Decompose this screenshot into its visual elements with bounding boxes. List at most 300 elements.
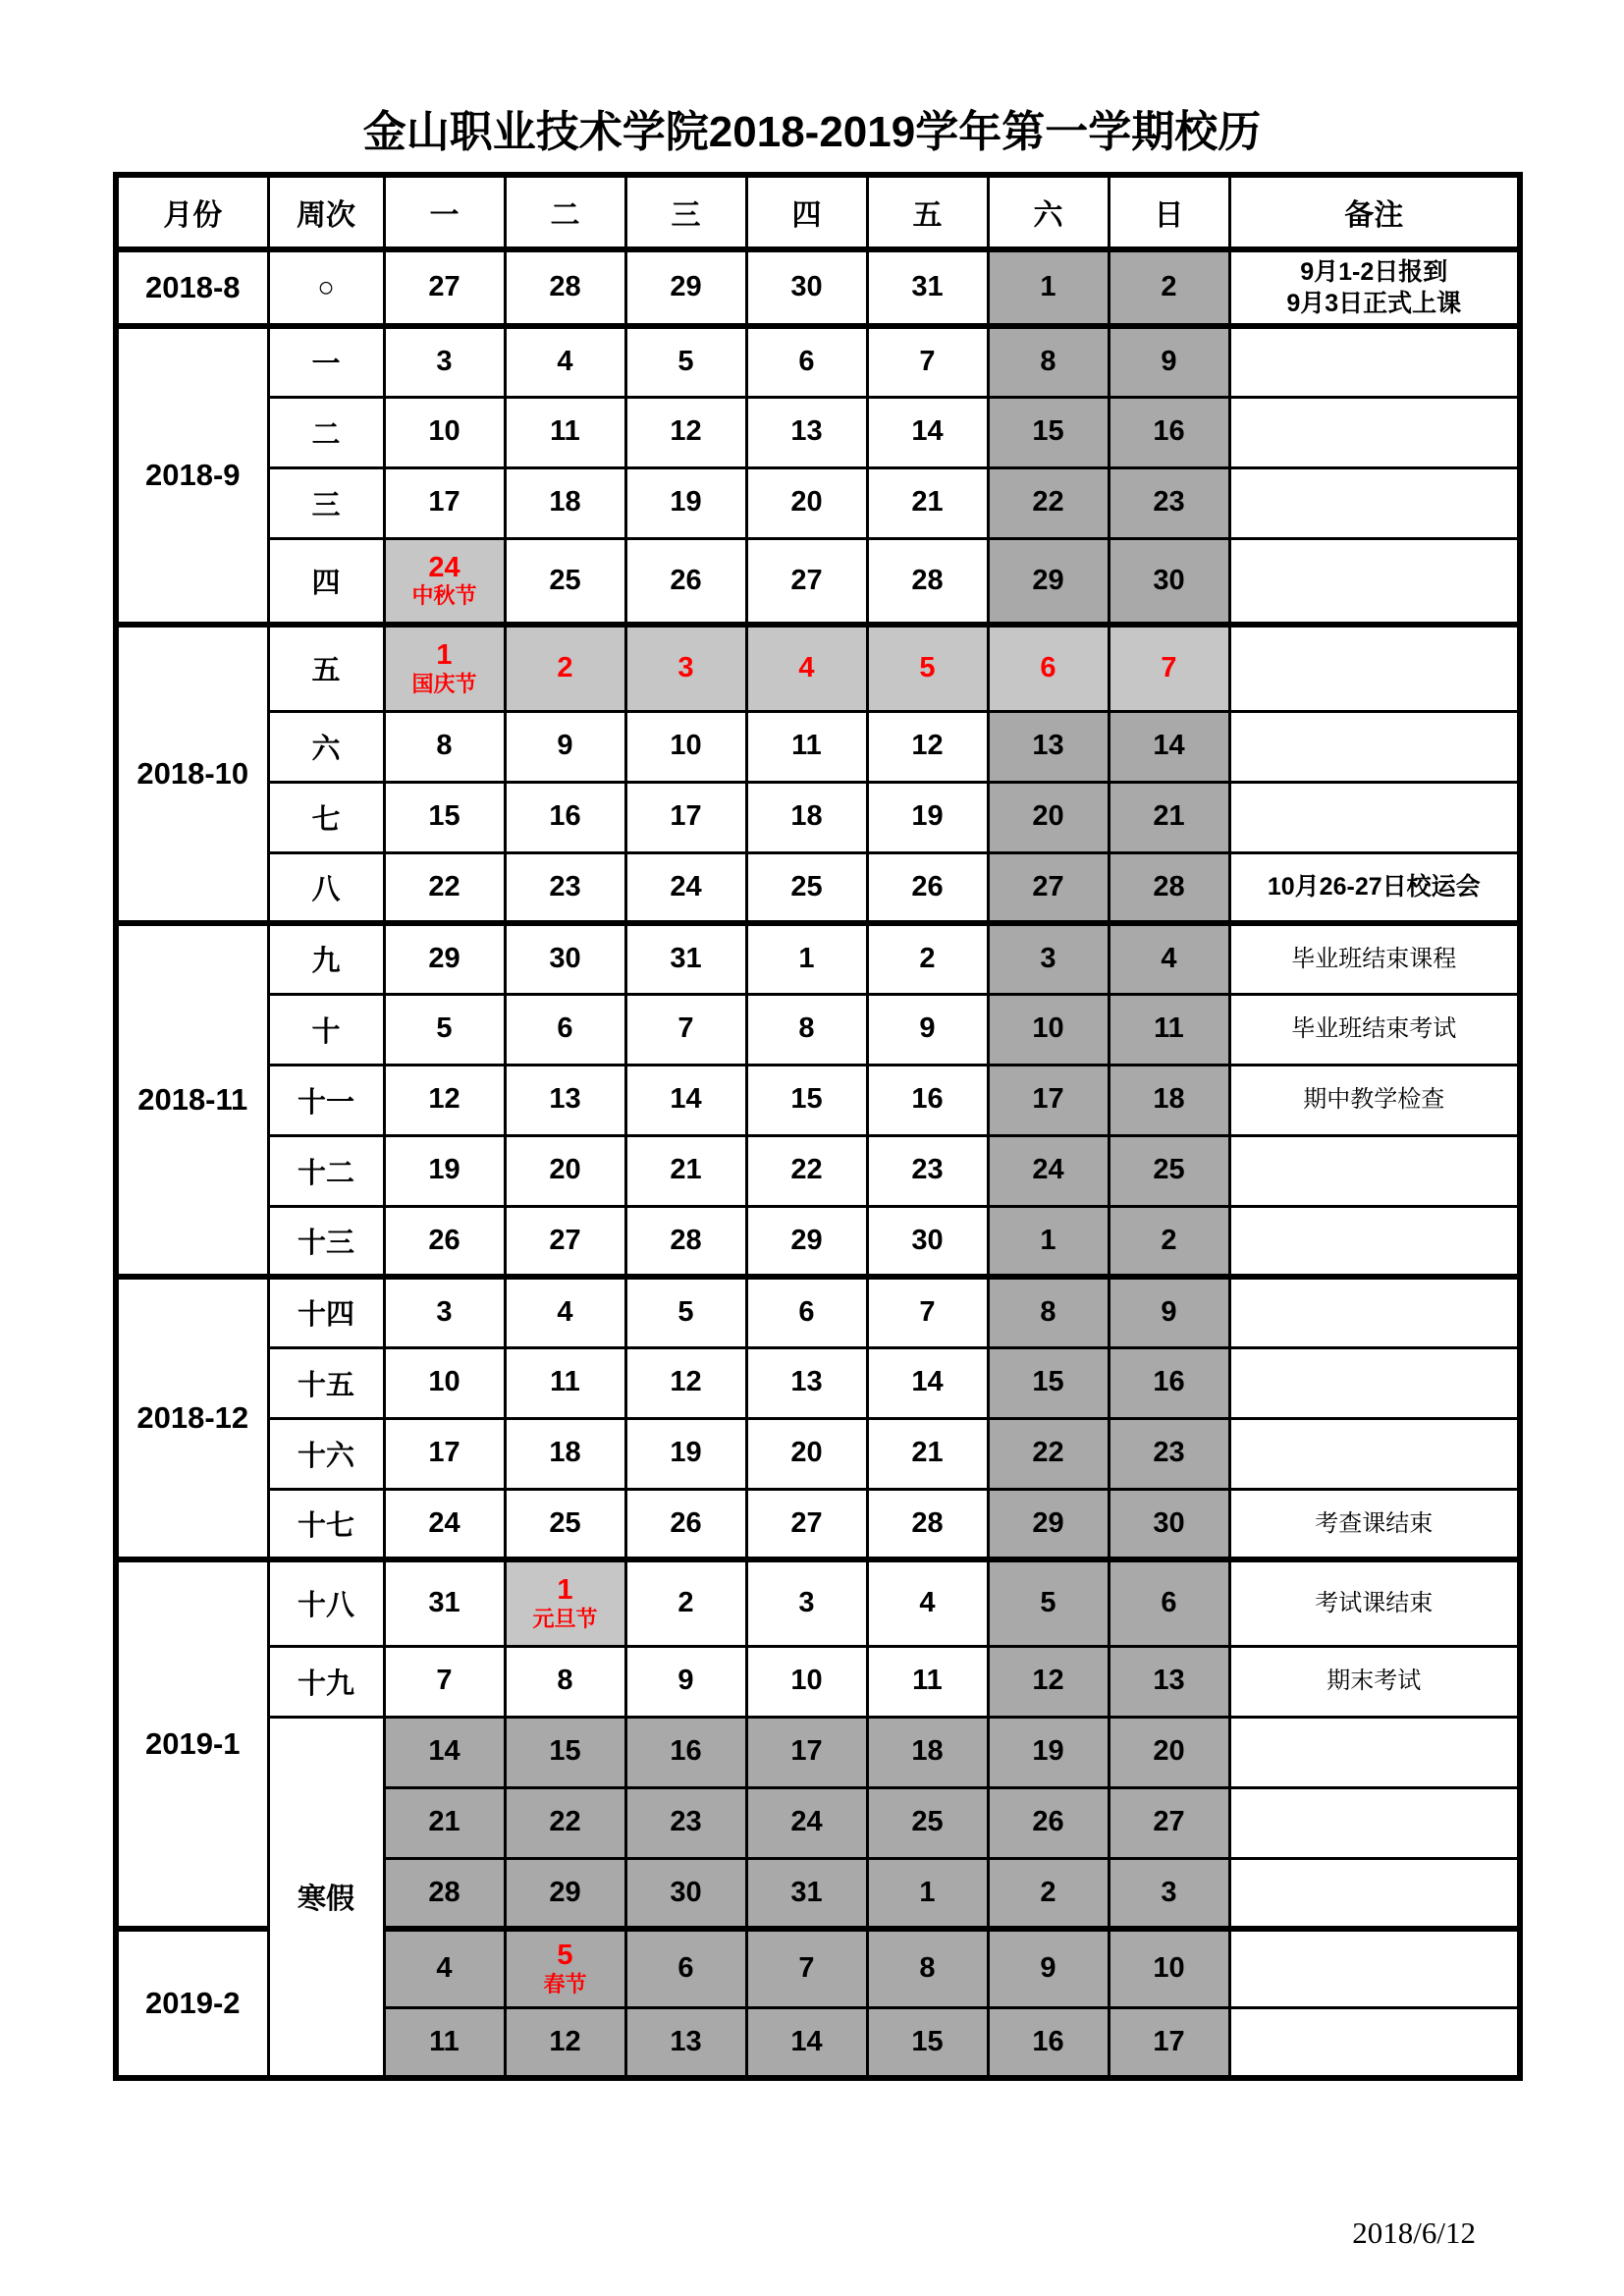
day-number: 6 [1040, 652, 1056, 684]
day-cell [988, 782, 1109, 852]
day-number: 15 [1032, 1366, 1064, 1398]
day-number: 19 [670, 1437, 702, 1469]
day-cell [625, 538, 746, 625]
header-cell: 四 [746, 175, 867, 249]
day-number: 8 [557, 1665, 573, 1697]
day-cell [384, 1489, 505, 1559]
day-cell [1109, 1347, 1229, 1418]
day-number: 22 [790, 1154, 823, 1186]
day-cell [505, 852, 625, 923]
day-cell [746, 467, 867, 538]
note-line: 考试课结束 [1315, 1590, 1434, 1617]
day-cell [625, 1277, 746, 1347]
day-number: 17 [1153, 2025, 1185, 2057]
day-cell [505, 1065, 625, 1135]
day-number: 24 [670, 870, 702, 902]
month-cell: 2019-2 [116, 1929, 268, 2078]
day-cell [867, 1347, 988, 1418]
day-cell [867, 1858, 988, 1929]
day-cell [867, 326, 988, 397]
note-cell [1229, 923, 1520, 994]
day-cell [867, 782, 988, 852]
day-number: 16 [1153, 415, 1185, 448]
week-cell: 七 [268, 782, 384, 852]
day-number: 28 [911, 1506, 944, 1539]
day-number: 10 [428, 1366, 460, 1398]
day-number: 5 [436, 1012, 453, 1045]
day-cell [988, 1418, 1109, 1489]
note-cell [1229, 467, 1520, 538]
day-number: 5 [919, 652, 936, 684]
day-cell [867, 923, 988, 994]
day-cell [505, 1787, 625, 1858]
day-number: 30 [1153, 1506, 1185, 1539]
note-line: 毕业班结束课程 [1291, 946, 1457, 973]
day-cell [505, 1858, 625, 1929]
note-cell [1229, 1065, 1520, 1135]
day-number: 11 [550, 415, 580, 448]
day-cell [746, 397, 867, 467]
day-number: 6 [798, 1296, 815, 1329]
day-cell [505, 1489, 625, 1559]
day-cell [867, 711, 988, 782]
day-number: 3 [677, 652, 694, 684]
day-cell [505, 467, 625, 538]
day-number: 28 [428, 1876, 460, 1908]
day-cell [505, 625, 625, 711]
day-cell [746, 1646, 867, 1717]
day-cell [1109, 1646, 1229, 1717]
day-cell [988, 467, 1109, 538]
day-number: 16 [1032, 2025, 1064, 2057]
note-line: 10月26-27日校运会 [1267, 873, 1481, 901]
day-number: 29 [1032, 1506, 1064, 1539]
day-number: 11 [1154, 1012, 1184, 1045]
day-number: 12 [1032, 1665, 1064, 1697]
day-number: 7 [919, 346, 936, 378]
day-cell [384, 1559, 505, 1646]
day-number: 3 [1161, 1876, 1177, 1908]
day-number: 25 [1153, 1154, 1185, 1186]
day-cell [1109, 1787, 1229, 1858]
day-cell [988, 1135, 1109, 1206]
month-cell: 2018-8 [116, 249, 268, 326]
day-number: 19 [428, 1154, 460, 1186]
day-cell [505, 782, 625, 852]
day-cell [384, 467, 505, 538]
day-cell [1109, 1858, 1229, 1929]
festival-label: 春节 [543, 1971, 587, 1996]
header-cell: 二 [505, 175, 625, 249]
day-number: 27 [428, 271, 460, 303]
day-cell [625, 1135, 746, 1206]
day-cell [988, 1717, 1109, 1787]
day-number: 22 [1032, 1437, 1064, 1469]
day-cell [746, 994, 867, 1065]
day-number: 18 [911, 1735, 944, 1768]
footer-date: 2018/6/12 [1352, 2215, 1476, 2250]
day-number: 9 [1161, 1296, 1177, 1329]
note-cell [1229, 1929, 1520, 2007]
day-cell [625, 1929, 746, 2007]
day-number: 7 [798, 1952, 815, 1985]
day-cell [867, 467, 988, 538]
day-cell [505, 397, 625, 467]
day-cell [867, 994, 988, 1065]
day-number: 2 [1161, 271, 1177, 303]
day-number: 5 [677, 346, 694, 378]
day-cell [1109, 2007, 1229, 2078]
day-number: 1 [557, 1574, 573, 1607]
day-cell [867, 249, 988, 326]
day-cell [505, 2007, 625, 2078]
day-cell [625, 1489, 746, 1559]
day-number: 4 [557, 346, 573, 378]
calendar-body [116, 249, 1520, 2078]
day-cell [625, 625, 746, 711]
week-cell: 十二 [268, 1135, 384, 1206]
day-cell [505, 1347, 625, 1418]
day-number: 9 [557, 730, 573, 762]
day-number: 19 [1032, 1735, 1064, 1768]
day-cell [505, 538, 625, 625]
day-number: 16 [1153, 1366, 1185, 1398]
day-cell [1109, 1206, 1229, 1277]
day-cell [384, 711, 505, 782]
day-cell [384, 923, 505, 994]
day-number: 2 [919, 943, 936, 975]
day-cell [384, 1717, 505, 1787]
note-cell [1229, 249, 1520, 326]
day-number: 12 [428, 1083, 460, 1116]
day-number: 20 [549, 1154, 581, 1186]
day-number: 13 [670, 2025, 702, 2057]
day-cell [625, 1418, 746, 1489]
day-number: 27 [1153, 1806, 1185, 1838]
day-number: 13 [1153, 1665, 1185, 1697]
day-number: 9 [1161, 346, 1177, 378]
day-cell [1109, 1135, 1229, 1206]
day-number: 21 [911, 486, 944, 519]
day-number: 24 [1032, 1154, 1064, 1186]
day-number: 17 [670, 800, 702, 833]
day-cell [1109, 467, 1229, 538]
day-cell [625, 326, 746, 397]
day-number: 4 [798, 652, 815, 684]
day-cell [746, 1787, 867, 1858]
day-number: 18 [790, 800, 823, 833]
day-cell [384, 994, 505, 1065]
day-cell [1109, 249, 1229, 326]
day-cell [988, 2007, 1109, 2078]
day-cell [867, 1489, 988, 1559]
day-number: 30 [670, 1876, 702, 1908]
day-number: 28 [549, 271, 581, 303]
note-line: 期中教学检查 [1303, 1086, 1445, 1114]
day-number: 26 [911, 870, 944, 902]
note-line: 期末考试 [1326, 1667, 1422, 1695]
day-number: 21 [670, 1154, 702, 1186]
day-cell [1109, 538, 1229, 625]
day-cell [625, 467, 746, 538]
week-cell: 十九 [268, 1646, 384, 1717]
day-cell [746, 1347, 867, 1418]
day-cell [505, 1135, 625, 1206]
week-cell: 十四 [268, 1277, 384, 1347]
day-number: 27 [790, 1506, 823, 1539]
note-cell [1229, 2007, 1520, 2078]
day-cell [505, 1206, 625, 1277]
day-cell [988, 1559, 1109, 1646]
day-number: 21 [1153, 800, 1185, 833]
day-number: 4 [919, 1587, 936, 1619]
day-number: 17 [428, 1437, 460, 1469]
day-cell [867, 1787, 988, 1858]
note-cell [1229, 1135, 1520, 1206]
day-number: 15 [1032, 415, 1064, 448]
day-number: 14 [1153, 730, 1185, 762]
day-number: 31 [911, 271, 944, 303]
day-cell [988, 711, 1109, 782]
day-number: 26 [1032, 1806, 1064, 1838]
day-cell [625, 711, 746, 782]
day-number: 22 [428, 870, 460, 902]
note-cell [1229, 1277, 1520, 1347]
day-number: 1 [436, 639, 453, 672]
day-cell [1109, 397, 1229, 467]
day-number: 8 [919, 1952, 936, 1985]
day-number: 14 [911, 1366, 944, 1398]
note-cell [1229, 1559, 1520, 1646]
day-cell [988, 1277, 1109, 1347]
day-cell [384, 1858, 505, 1929]
day-number: 27 [1032, 870, 1064, 902]
header-cell: 一 [384, 175, 505, 249]
day-number: 25 [549, 564, 581, 596]
day-number: 2 [1040, 1876, 1056, 1908]
day-cell [746, 538, 867, 625]
day-cell [384, 2007, 505, 2078]
week-cell: 三 [268, 467, 384, 538]
day-number: 29 [790, 1224, 823, 1256]
day-cell [505, 994, 625, 1065]
day-number: 11 [912, 1665, 943, 1697]
day-number: 9 [919, 1012, 936, 1045]
week-cell: 十三 [268, 1206, 384, 1277]
calendar-table [113, 172, 1523, 2081]
day-number: 27 [549, 1224, 581, 1256]
week-cell: 四 [268, 538, 384, 625]
day-cell [505, 249, 625, 326]
day-number: 14 [428, 1735, 460, 1768]
week-cell: 十一 [268, 1065, 384, 1135]
day-number: 30 [790, 271, 823, 303]
day-number: 1 [1040, 1224, 1056, 1256]
day-number: 7 [919, 1296, 936, 1329]
week-cell: 八 [268, 852, 384, 923]
day-cell [867, 1418, 988, 1489]
day-number: 21 [911, 1437, 944, 1469]
festival-label: 中秋节 [411, 583, 477, 609]
day-number: 23 [911, 1154, 944, 1186]
day-number: 11 [550, 1366, 580, 1398]
day-cell [505, 1646, 625, 1717]
day-cell [867, 1065, 988, 1135]
day-cell [384, 1347, 505, 1418]
day-number: 24 [790, 1806, 823, 1838]
day-number: 16 [911, 1083, 944, 1116]
day-cell [384, 1135, 505, 1206]
day-number: 27 [790, 564, 823, 596]
month-cell: 2018-10 [116, 625, 268, 923]
day-cell [1109, 1418, 1229, 1489]
day-number: 17 [428, 486, 460, 519]
day-number: 23 [670, 1806, 702, 1838]
day-number: 17 [790, 1735, 823, 1768]
day-number: 16 [670, 1735, 702, 1768]
day-cell [988, 249, 1109, 326]
day-number: 29 [549, 1876, 581, 1908]
week-cell: 五 [268, 625, 384, 711]
day-cell [988, 1929, 1109, 2007]
day-number: 9 [677, 1665, 694, 1697]
note-cell [1229, 538, 1520, 625]
day-number: 17 [1032, 1083, 1064, 1116]
day-cell [746, 249, 867, 326]
note-line: 9月3日正式上课 [1286, 290, 1462, 317]
day-cell [625, 994, 746, 1065]
day-cell [1109, 625, 1229, 711]
day-cell [867, 1929, 988, 2007]
day-cell [1109, 1065, 1229, 1135]
day-cell [384, 538, 505, 625]
day-cell [988, 397, 1109, 467]
day-cell [505, 1418, 625, 1489]
day-cell [746, 1206, 867, 1277]
day-cell [988, 326, 1109, 397]
day-cell [384, 1206, 505, 1277]
day-cell [746, 1559, 867, 1646]
day-cell [988, 923, 1109, 994]
note-cell [1229, 1717, 1520, 1787]
day-number: 1 [798, 943, 815, 975]
day-cell [384, 249, 505, 326]
day-number: 23 [549, 870, 581, 902]
day-cell [505, 1717, 625, 1787]
day-cell [1109, 711, 1229, 782]
day-cell [505, 711, 625, 782]
header-cell: 五 [867, 175, 988, 249]
day-number: 26 [670, 1506, 702, 1539]
day-number: 30 [549, 943, 581, 975]
day-number: 15 [549, 1735, 581, 1768]
day-number: 12 [549, 2025, 581, 2057]
day-number: 30 [911, 1224, 944, 1256]
day-cell [625, 1858, 746, 1929]
day-number: 3 [436, 346, 453, 378]
festival-label: 元旦节 [532, 1606, 598, 1631]
day-cell [384, 1277, 505, 1347]
day-number: 22 [549, 1806, 581, 1838]
day-number: 18 [549, 1437, 581, 1469]
day-number: 23 [1153, 1437, 1185, 1469]
day-number: 29 [428, 943, 460, 975]
day-number: 1 [919, 1876, 936, 1908]
day-cell [746, 326, 867, 397]
day-cell [1109, 1559, 1229, 1646]
day-number: 4 [436, 1952, 453, 1985]
day-cell [1109, 782, 1229, 852]
day-number: 10 [428, 415, 460, 448]
day-cell [384, 782, 505, 852]
day-number: 15 [428, 800, 460, 833]
week-cell: 九 [268, 923, 384, 994]
day-cell [746, 711, 867, 782]
day-cell [988, 994, 1109, 1065]
day-cell [746, 1065, 867, 1135]
day-number: 5 [1040, 1587, 1056, 1619]
day-number: 21 [428, 1806, 460, 1838]
day-cell [384, 1065, 505, 1135]
day-cell [867, 538, 988, 625]
note-cell [1229, 782, 1520, 852]
day-number: 25 [790, 870, 823, 902]
day-cell [746, 625, 867, 711]
day-number: 5 [677, 1296, 694, 1329]
week-cell: 十五 [268, 1347, 384, 1418]
note-cell [1229, 1489, 1520, 1559]
day-number: 2 [677, 1587, 694, 1619]
day-number: 8 [1040, 346, 1056, 378]
day-number: 13 [790, 415, 823, 448]
day-cell [746, 852, 867, 923]
day-number: 25 [549, 1506, 581, 1539]
header-cell: 备注 [1229, 175, 1520, 249]
day-number: 10 [1032, 1012, 1064, 1045]
day-number: 13 [549, 1083, 581, 1116]
week-cell: 六 [268, 711, 384, 782]
week-cell: 十八 [268, 1559, 384, 1646]
festival-label: 国庆节 [411, 671, 477, 696]
day-number: 16 [549, 800, 581, 833]
day-number: 5 [557, 1940, 573, 1972]
day-cell [625, 923, 746, 994]
day-cell [1109, 923, 1229, 994]
day-cell [625, 249, 746, 326]
day-number: 13 [790, 1366, 823, 1398]
note-cell [1229, 326, 1520, 397]
day-cell [625, 1787, 746, 1858]
week-cell: 一 [268, 326, 384, 397]
day-number: 7 [677, 1012, 694, 1045]
day-cell [625, 1717, 746, 1787]
day-number: 2 [557, 652, 573, 684]
header-cell: 六 [988, 175, 1109, 249]
note-cell [1229, 994, 1520, 1065]
day-number: 18 [549, 486, 581, 519]
note-line: 9月1-2日报到 [1300, 257, 1448, 286]
day-cell [867, 397, 988, 467]
day-number: 30 [1153, 564, 1185, 596]
day-cell [384, 625, 505, 711]
day-cell [505, 923, 625, 994]
calendar-header [116, 175, 1520, 249]
week-cell: 二 [268, 397, 384, 467]
day-number: 28 [1153, 870, 1185, 902]
day-cell [746, 923, 867, 994]
day-number: 2 [1161, 1224, 1177, 1256]
day-number: 7 [436, 1665, 453, 1697]
